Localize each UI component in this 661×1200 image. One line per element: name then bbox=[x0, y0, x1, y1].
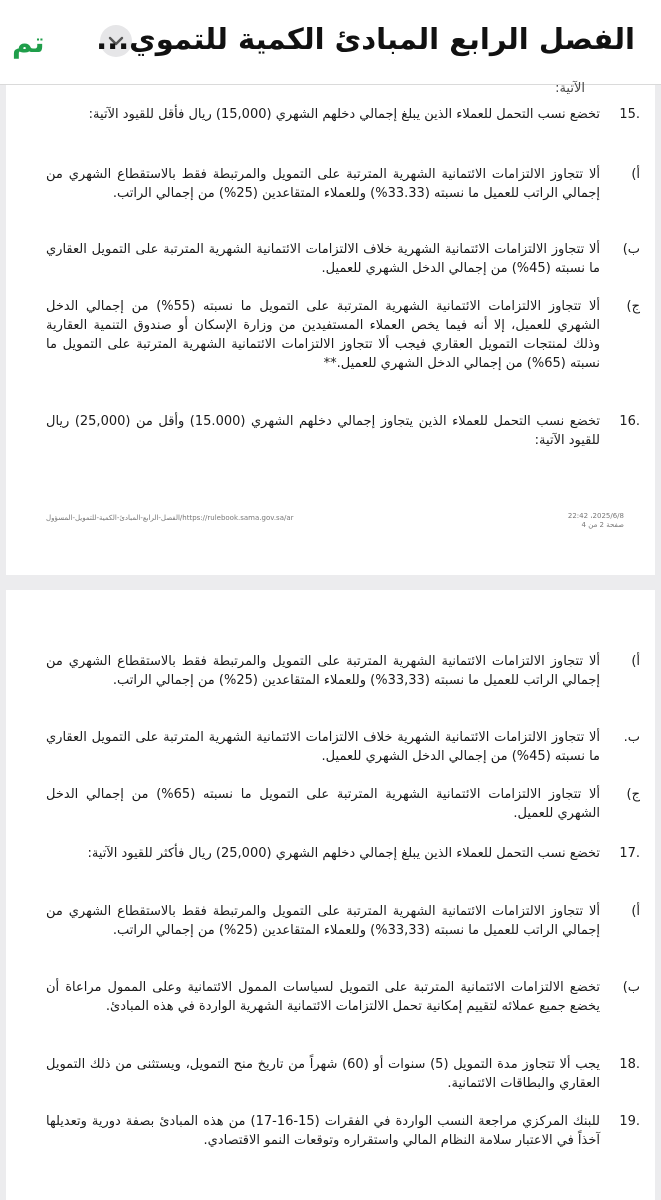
footer-datetime: 2025/6/8، 22:42 bbox=[567, 512, 624, 520]
document-title: الفصل الرابع المبادئ الكمية للتموي... bbox=[96, 22, 635, 56]
item-marker-b: ب) bbox=[622, 242, 640, 257]
item-marker-a: أ) bbox=[631, 654, 640, 669]
item-marker-b: ب. bbox=[623, 730, 640, 745]
item-17-text: تخضع نسب التحمل للعملاء الذين يبلغ إجمالي دخلهم الشهري (25,000) ريال فأكثر للقيود الآتية: bbox=[87, 846, 600, 861]
document-page-1[interactable] bbox=[6, 81, 655, 575]
item-marker-19: .19 bbox=[619, 1114, 640, 1129]
item-16-b-text: ألا تتجاوز الالتزامات الائتمانية الشهرية خلاف الالتزامات الائتمانية الشهرية المترتبة على التمويل العقاري ما نسبته (45%) من إجمالي الدخل الشهري للعميل. bbox=[46, 730, 600, 764]
footer-page-number: صفحة 2 من 4 bbox=[581, 521, 624, 529]
item-marker-a: أ) bbox=[631, 904, 640, 919]
item-16-text: تخضع نسب التحمل للعملاء الذين يتجاوز إجمالي دخلهم الشهري (15.000) وأقل من (25,000) ريال للقيود الآتية: bbox=[46, 414, 600, 448]
item-16-a-text: ألا تتجاوز الالتزامات الائتمانية الشهرية المترتبة على التمويل والمرتبطة فقط بالاستقطاع الشهري من إجمالي الراتب للعميل ما نسبته (33,33%) وللعملاء المتقاعدين (25%) من إجمالي الراتب. bbox=[46, 654, 600, 688]
item-marker-c: ج) bbox=[626, 787, 640, 802]
item-17-a-text: ألا تتجاوز الالتزامات الائتمانية الشهرية المترتبة على التمويل والمرتبطة فقط بالاستقطاع الشهري من إجمالي الراتب للعميل ما نسبته (33,33%) وللعملاء المتقاعدين (25%) من إجمالي الراتب. bbox=[46, 904, 600, 938]
item-marker-18: .18 bbox=[619, 1057, 640, 1072]
item-15-b-text: ألا تتجاوز الالتزامات الائتمانية الشهرية خلاف الالتزامات الائتمانية الشهرية المترتبة على التمويل العقاري ما نسبته (45%) من إجمالي الدخل الشهري للعميل. bbox=[46, 242, 600, 276]
item-marker-17: .17 bbox=[619, 846, 640, 861]
footer-meta bbox=[554, 512, 624, 530]
item-18-text: يجب ألا تتجاوز مدة التمويل (5) سنوات أو (60) شهراً من تاريخ منح التمويل، ويستثنى من ذلك التمويل العقاري والبطاقات الائتمانية. bbox=[46, 1057, 600, 1091]
previous-text-fragment: الآتية: bbox=[555, 81, 585, 96]
item-17-b-text: تخضع الالتزامات الائتمانية المترتبة على التمويل لسياسات الممول الائتمانية وعلى الممول مراعاة أن يخضع جميع عملائه لتقييم إمكانية تحمل الالتزامات الائتمانية الشهرية الواردة في هذه المبادئ. bbox=[46, 980, 600, 1014]
top-bar bbox=[0, 0, 661, 85]
item-16-c-text: ألا تتجاوز الالتزامات الائتمانية الشهرية المترتبة على التمويل ما نسبته (65%) من إجمالي الدخل الشهري للعميل. bbox=[46, 787, 600, 821]
item-marker-16: .16 bbox=[619, 414, 640, 429]
item-15-text: تخضع نسب التحمل للعملاء الذين يبلغ إجمالي دخلهم الشهري (15,000) ريال فأقل للقيود الآتية: bbox=[88, 107, 600, 122]
footer-url: https://rulebook.sama.gov.sa/ar/الفصل-الرابع-المبادئ-الكمية-للتمويل-المسؤول bbox=[46, 514, 294, 522]
document-page-2[interactable] bbox=[6, 590, 655, 1200]
item-marker-15: .15 bbox=[619, 107, 640, 122]
item-marker-c: ج) bbox=[626, 299, 640, 314]
item-marker-b: ب) bbox=[622, 980, 640, 995]
item-marker-a: أ) bbox=[631, 167, 640, 182]
item-19-text: للبنك المركزي مراجعة النسب الواردة في الفقرات (15-16-17) من هذه المبادئ بصفة دورية وتعديلها آخذاً في الاعتبار سلامة النظام المالي واستقراره وتوقعات النمو الاقتصادي. bbox=[46, 1114, 600, 1148]
done-button[interactable]: تم bbox=[12, 26, 45, 59]
item-15-a-text: ألا تتجاوز الالتزامات الائتمانية الشهرية المترتبة على التمويل والمرتبطة فقط بالاستقطاع الشهري من إجمالي الراتب للعميل ما نسبته (33.33%) وللعملاء المتقاعدين (25%) من إجمالي الراتب. bbox=[46, 167, 600, 201]
item-15-c-text: ألا تتجاوز الالتزامات الائتمانية الشهرية المترتبة على التمويل ما نسبته (55%) من إجمالي الدخل الشهري للعميل، إلا أنه فيما يخص العملاء المستفيدين من وزارة الإسكان أو صندوق التنمية العقارية وذلك لمنتجات التمويل العقاري فيجب ألا تتجاوز الالتزامات الائتمانية الشهرية المترتبة على التمويل ما نسبته (65%) من إجمالي الدخل الشهري للعميل.** bbox=[46, 299, 600, 371]
